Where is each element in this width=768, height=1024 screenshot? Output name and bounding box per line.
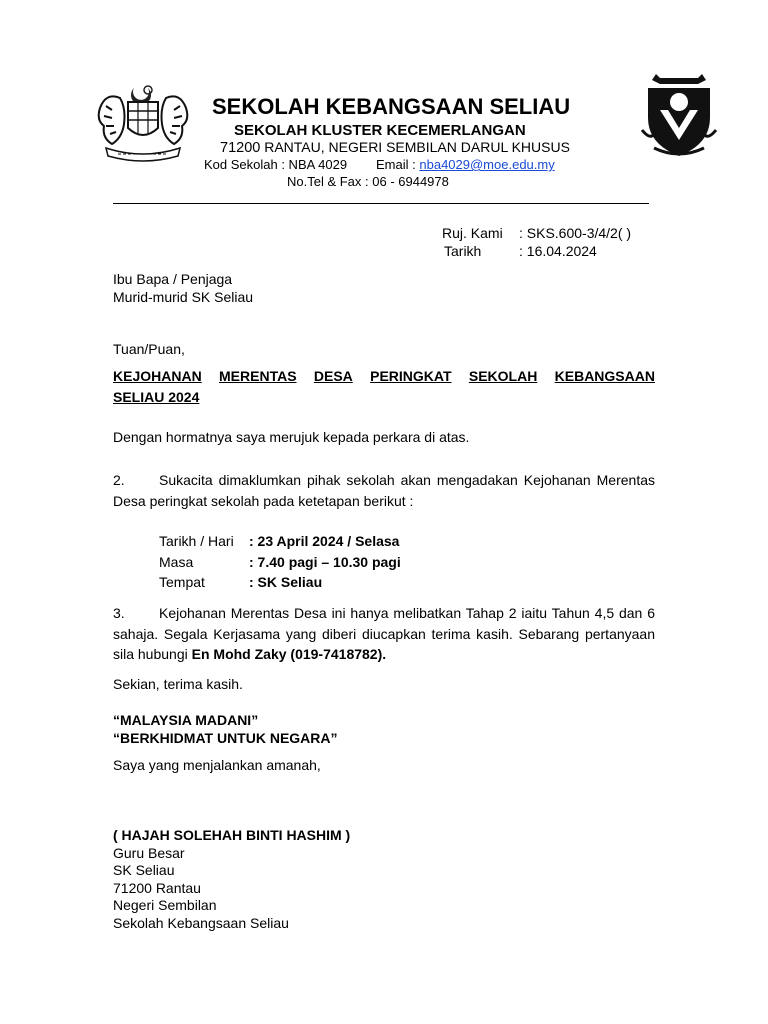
detail-row <box>159 572 401 593</box>
address-rest: RANTAU, NEGERI SEMBILAN DARUL KHUSUS <box>264 139 570 155</box>
subject-word: SEKOLAH <box>468 368 538 384</box>
phone-fax: No.Tel & Fax : 06 - 6944978 <box>287 174 449 189</box>
subject-word: DESA <box>313 368 353 384</box>
closing: Sekian, terima kasih. <box>113 676 243 692</box>
school-crest-icon <box>640 70 718 160</box>
paragraph-number: 3. <box>113 605 125 621</box>
signature-line: Sekolah Kebangsaan Seliau <box>113 914 289 931</box>
paragraph-3 <box>113 603 655 665</box>
signature-line: Guru Besar <box>113 844 185 861</box>
reference-block <box>442 225 631 260</box>
detail-row <box>159 531 401 552</box>
recipient-line-2: Murid-murid SK Seliau <box>113 288 254 305</box>
event-details <box>159 531 401 593</box>
detail-value: : 7.40 pagi – 10.30 pagi <box>249 553 401 570</box>
signatory-name: ( HAJAH SOLEHAH BINTI HASHIM ) <box>113 827 351 843</box>
school-code: Kod Sekolah : NBA 4029 <box>204 157 348 172</box>
paragraph-2-text: Sukacita dimaklumkan pihak sekolah akan mengadakan Kejohanan Merentas Desa peringkat sekolah pada ketetapan berikut : <box>113 472 655 509</box>
detail-row <box>159 552 401 573</box>
email-label: Email : <box>376 157 416 172</box>
subject-word: KEJOHANAN <box>113 368 202 384</box>
subject-line-2: SELIAU 2024 <box>113 388 200 405</box>
header-divider <box>113 203 649 204</box>
email-link[interactable]: nba4029@moe.edu.my <box>419 157 555 172</box>
ruj-label: Ruj. Kami <box>442 225 503 241</box>
recipient-block <box>113 271 253 306</box>
subject-word: MERENTAS <box>219 368 297 384</box>
paragraph-3-text: Kejohanan Merentas Desa ini hanya melibatkan Tahap 2 iaitu Tahun 4,5 dan 6 sahaja. Segala Kerjasama yang diberi diucapkan terima kasih. Sebarang pertanyaan sila hubungi <box>113 605 655 662</box>
paragraph-number: 2. <box>113 472 125 488</box>
detail-value: : 23 April 2024 / Selasa <box>249 533 400 549</box>
letter-subject <box>113 368 655 406</box>
motto-2: “BERKHIDMAT UNTUK NEGARA” <box>113 729 338 746</box>
school-name: SEKOLAH KEBANGSAAN SELIAU <box>212 94 571 119</box>
malaysia-coat-of-arms-icon <box>92 78 194 164</box>
detail-label: Tempat <box>159 574 205 590</box>
recipient-line-1: Ibu Bapa / Penjaga <box>113 271 233 287</box>
subject-word: KEBANGSAAN <box>554 368 655 384</box>
signature-block <box>113 827 350 932</box>
motto-1: “MALAYSIA MADANI” <box>113 712 259 728</box>
detail-label: Tarikh / Hari <box>159 533 234 549</box>
postcode: 71200 <box>220 140 261 156</box>
contact-line <box>204 157 555 172</box>
motto-block <box>113 712 338 747</box>
intro-paragraph: Dengan hormatnya saya merujuk kepada perkara di atas. <box>113 429 470 445</box>
paragraph-2 <box>113 470 655 511</box>
signature-line: Negeri Sembilan <box>113 897 217 913</box>
detail-label: Masa <box>159 553 194 570</box>
trust-line: Saya yang menjalankan amanah, <box>113 757 321 773</box>
cluster-title: SEKOLAH KLUSTER KECEMERLANGAN <box>234 122 526 139</box>
signature-line: 71200 Rantau <box>113 879 201 896</box>
signature-line: SK Seliau <box>113 862 175 878</box>
tarikh-value: : 16.04.2024 <box>519 242 597 259</box>
school-address <box>220 139 570 156</box>
detail-value: : SK Seliau <box>249 574 323 590</box>
tarikh-label: Tarikh <box>444 242 482 259</box>
ruj-value: : SKS.600-3/4/2( ) <box>519 225 632 241</box>
salutation: Tuan/Puan, <box>113 341 185 357</box>
contact-person: En Mohd Zaky (019-7418782). <box>191 646 387 662</box>
subject-word: PERINGKAT <box>370 368 452 384</box>
